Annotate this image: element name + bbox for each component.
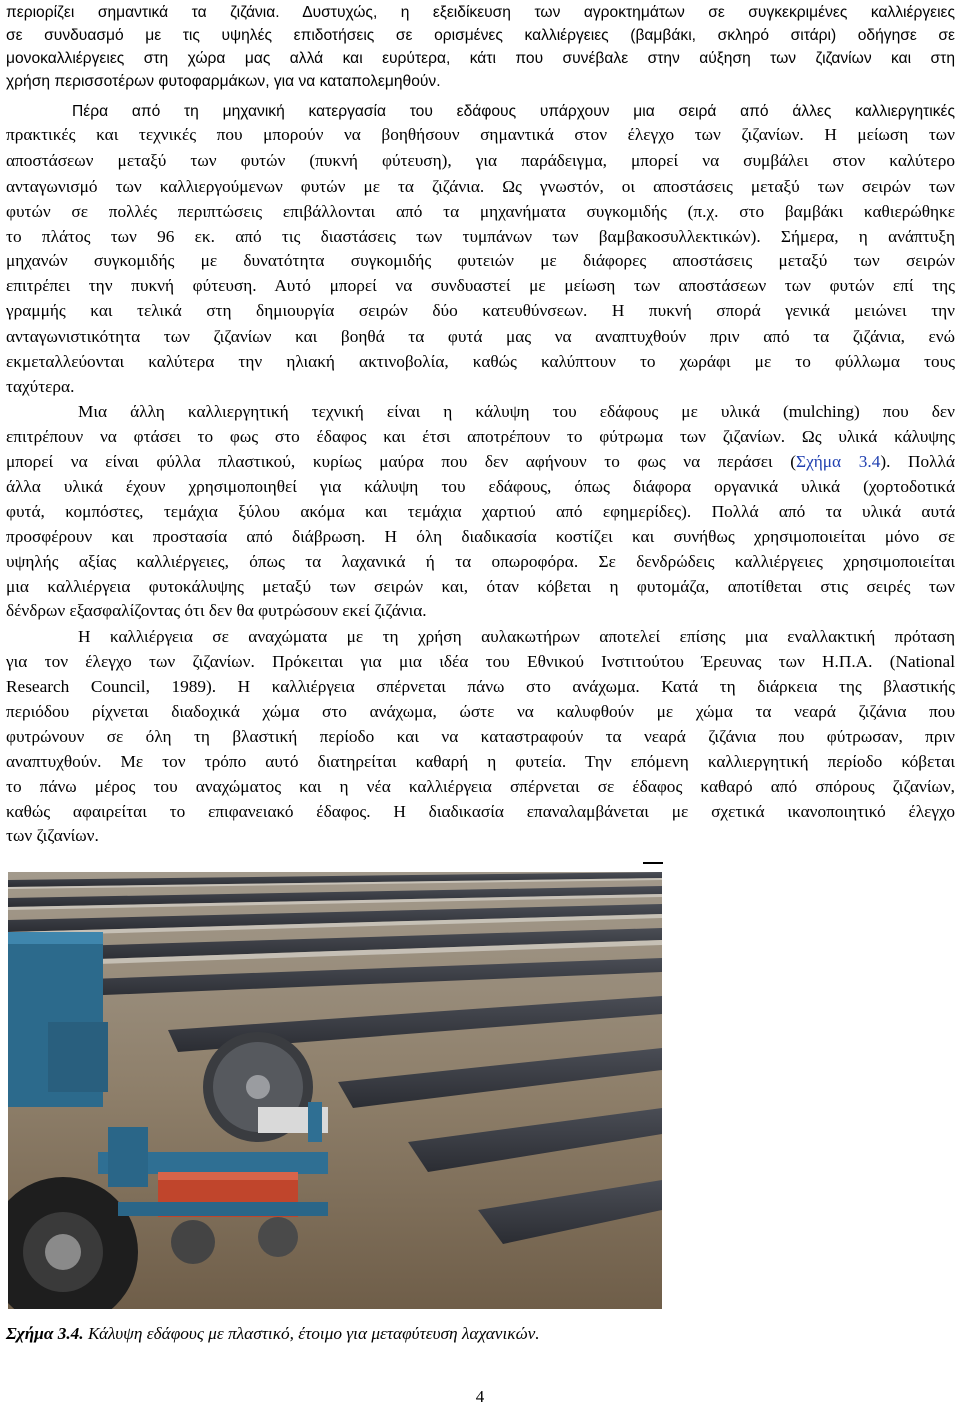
text-segment: ). <box>880 452 891 471</box>
text-line: περιορίζει σημαντικά τα ζιζάνια. Δυστυχώς, η εξειδίκευση των αγροκτημάτων σε συγκεκριμένες καλλιέργειες <box>6 4 955 21</box>
text-line: ταχύτερα. <box>6 377 75 396</box>
text-line: περιόδου ρίχνεται διαδοχικά χώμα στο ανάχωμα, ώστε να καλυφθούν με χώμα τα νεαρά ζιζάνια που <box>6 702 955 721</box>
text-line: για τον έλεγχο των ζιζανίων. Πρόκειται για μια ιδέα του Εθνικού Ινστιτούτου Έρευνας των Η.Π.Α. (National <box>6 652 955 671</box>
figure-reference-link[interactable]: Σχήμα 3.4 <box>796 452 881 471</box>
figure-photo-plastic-mulch <box>8 872 662 1309</box>
text-line: επιτρέπει την πυκνή φύτευση. Αυτό μπορεί να συνδυαστεί με μείωση των αποστάσεων των φυτών επί της <box>6 276 955 295</box>
text-line: χρήση περισσοτέρων φυτοφαρμάκων, για να καταπολεμηθούν. <box>6 73 441 90</box>
text-line: Research Council, 1989). Η καλλιέργεια σπέρνεται πάνω στο ανάχωμα. Κατά τη διάρκεια της βλαστικής <box>6 677 955 696</box>
text-segment: Πολλά <box>908 452 955 471</box>
text-line: μια καλλιέργεια φυτοκάλυψης μεταξύ των σειρών και, όταν κόβεται η φυτομάζα, αποτίθεται στις σειρές των <box>6 577 955 596</box>
text-line: των ζιζανίων. <box>6 826 99 845</box>
text-line: δένδρων εξασφαλίζοντας ότι δεν θα φυτρώσουν εκεί ζιζάνια. <box>6 601 427 620</box>
text-line: πρακτικές και τεχνικές που μπορούν να βοηθήσουν σημαντικά στον έλεγχο των ζιζανίων. Η μείωση των <box>6 125 955 144</box>
text-line: γραμμής και τελικά στη δημιουργία σειρών δύο κατευθύνσεων. Η πυκνή σπορά γενικά μειώνει την <box>6 301 955 320</box>
text-line: καθώς αφαιρείται το επιφανειακό έδαφος. Η διαδικασία επαναλαμβάνεται με σχετικά ικανοποιητικό έλεγχο <box>6 802 955 821</box>
page-number: 4 <box>475 1387 485 1406</box>
paragraph-start-line: Πέρα από τη μηχανική κατεργασία του εδάφους υπάρχουν μια σειρά από άλλες καλλιεργητικές <box>72 103 955 120</box>
text-line: ανταγωνισμό των καλλιεργούμενων φυτών με τα ζιζάνια. Ως γνωστόν, οι αποστάσεις μεταξύ των σειρών των <box>6 177 955 196</box>
text-line: επιτρέπουν να φτάσει το φως στο έδαφος και έτσι αποτρέπουν το φύτρωμα των ζιζανίων. Ως υλικά κάλυψης <box>6 427 955 446</box>
text-line: σε συνδυασμό με τις υψηλές επιδοτήσεις σε ορισμένες καλλιέργειες (βαμβάκι, σκληρό σιτάρι) οδήγησε σε <box>6 27 955 44</box>
paragraph-start-line: Μια άλλη καλλιεργητική τεχνική είναι η κάλυψη του εδάφους με υλικά (mulching) που δεν <box>78 402 955 421</box>
figure-caption-label: Σχήμα 3.4. <box>6 1324 84 1343</box>
figure-caption <box>6 1323 706 1345</box>
text-segment: μπορεί να είναι φύλλα πλαστικού, κυρίως μαύρα που δεν αφήνουν το φως να περάσει ( <box>6 452 797 471</box>
paragraph-start-line: Η καλλιέργεια σε αναχώματα με τη χρήση αυλακωτήρων αποτελεί επίσης μια εναλλακτική πρόταση <box>78 627 955 646</box>
text-line: ανταγωνιστικότητα των ζιζανίων και βοηθά τα φυτά μας να αναπτυχθούν πριν από τα ζιζάνια, ενώ <box>6 327 955 346</box>
text-line <box>6 451 955 473</box>
text-line: μονοκαλλιέργειες στη χώρα μας αλλά και ευρύτερα, κάτι που συνέβαλε στην αύξηση των ζιζανίων και στη <box>6 50 955 67</box>
text-line: φυτά, κομπόστες, τεμάχια ξύλου ακόμα και τεμάχια χαρτιού από εφημερίδες). Πολλά από τα υλικά αυτά <box>6 502 955 521</box>
text-line: προσφέρουν και προστασία από διάβρωση. Η όλη διαδικασία κοστίζει και συνήθως χρησιμοποιείται μόνο σε <box>6 527 955 546</box>
text-line: μηχανών συγκομιδής με δυνατότητα συγκομιδής φυτειών με διάφορες αποστάσεις μεταξύ των σειρών <box>6 251 955 270</box>
text-line: εκμεταλλεύονται καλύτερα την ηλιακή ακτινοβολία, καθώς καλύπτουν το χωράφι με το φύλλωμα τους <box>6 352 955 371</box>
text-line: υψηλής αξίας καλλιέργειες, όπως τα λαχανικά ή τα οπωροφόρα. Σε δενδρώδεις καλλιέργειες χρησιμοποιείται <box>6 552 955 571</box>
text-line: άλλα υλικά έχουν χρησιμοποιηθεί για κάλυψη του εδάφους, όπως διάφορα οργανικά υλικά (χορτοδοτικά <box>6 477 955 496</box>
text-line: αναπτυχθούν. Με τον τρόπο αυτό διατηρείται καθαρή η φυτεία. Την επόμενη καλλιεργητική περίοδο κόβεται <box>6 752 955 771</box>
figure-caption-text: Κάλυψη εδάφους με πλαστικό, έτοιμο για μεταφύτευση λαχανικών. <box>83 1324 540 1343</box>
text-line: αποστάσεων μεταξύ των φυτών (πυκνή φύτευση), για παράδειγμα, μπορεί να συμβάλει στον καλύτερο <box>6 151 955 170</box>
text-line: το πλάτος των 96 εκ. από τις διαστάσεις των τυμπάνων των βαμβακοσυλλεκτικών). Σήμερα, η ανάπτυξη <box>6 227 955 246</box>
text-line: το πάνω μέρος του αναχώματος και η νέα καλλιέργεια σπέρνεται σε έδαφος καθαρό από σπόρους ζιζανίων, <box>6 777 955 796</box>
text-line: φυτρώνουν σε όλη τη βλαστική περίοδο και να καταστραφούν τα νεαρά ζιζάνια που φύτρωσαν, πριν <box>6 727 955 746</box>
figure-mark <box>643 862 663 864</box>
text-line: φυτών σε πολλές περιπτώσεις επιβάλλονται από τα μηχανήματα συγκομιδής (π.χ. στο βαμβάκι καθιερώθηκε <box>6 202 955 221</box>
